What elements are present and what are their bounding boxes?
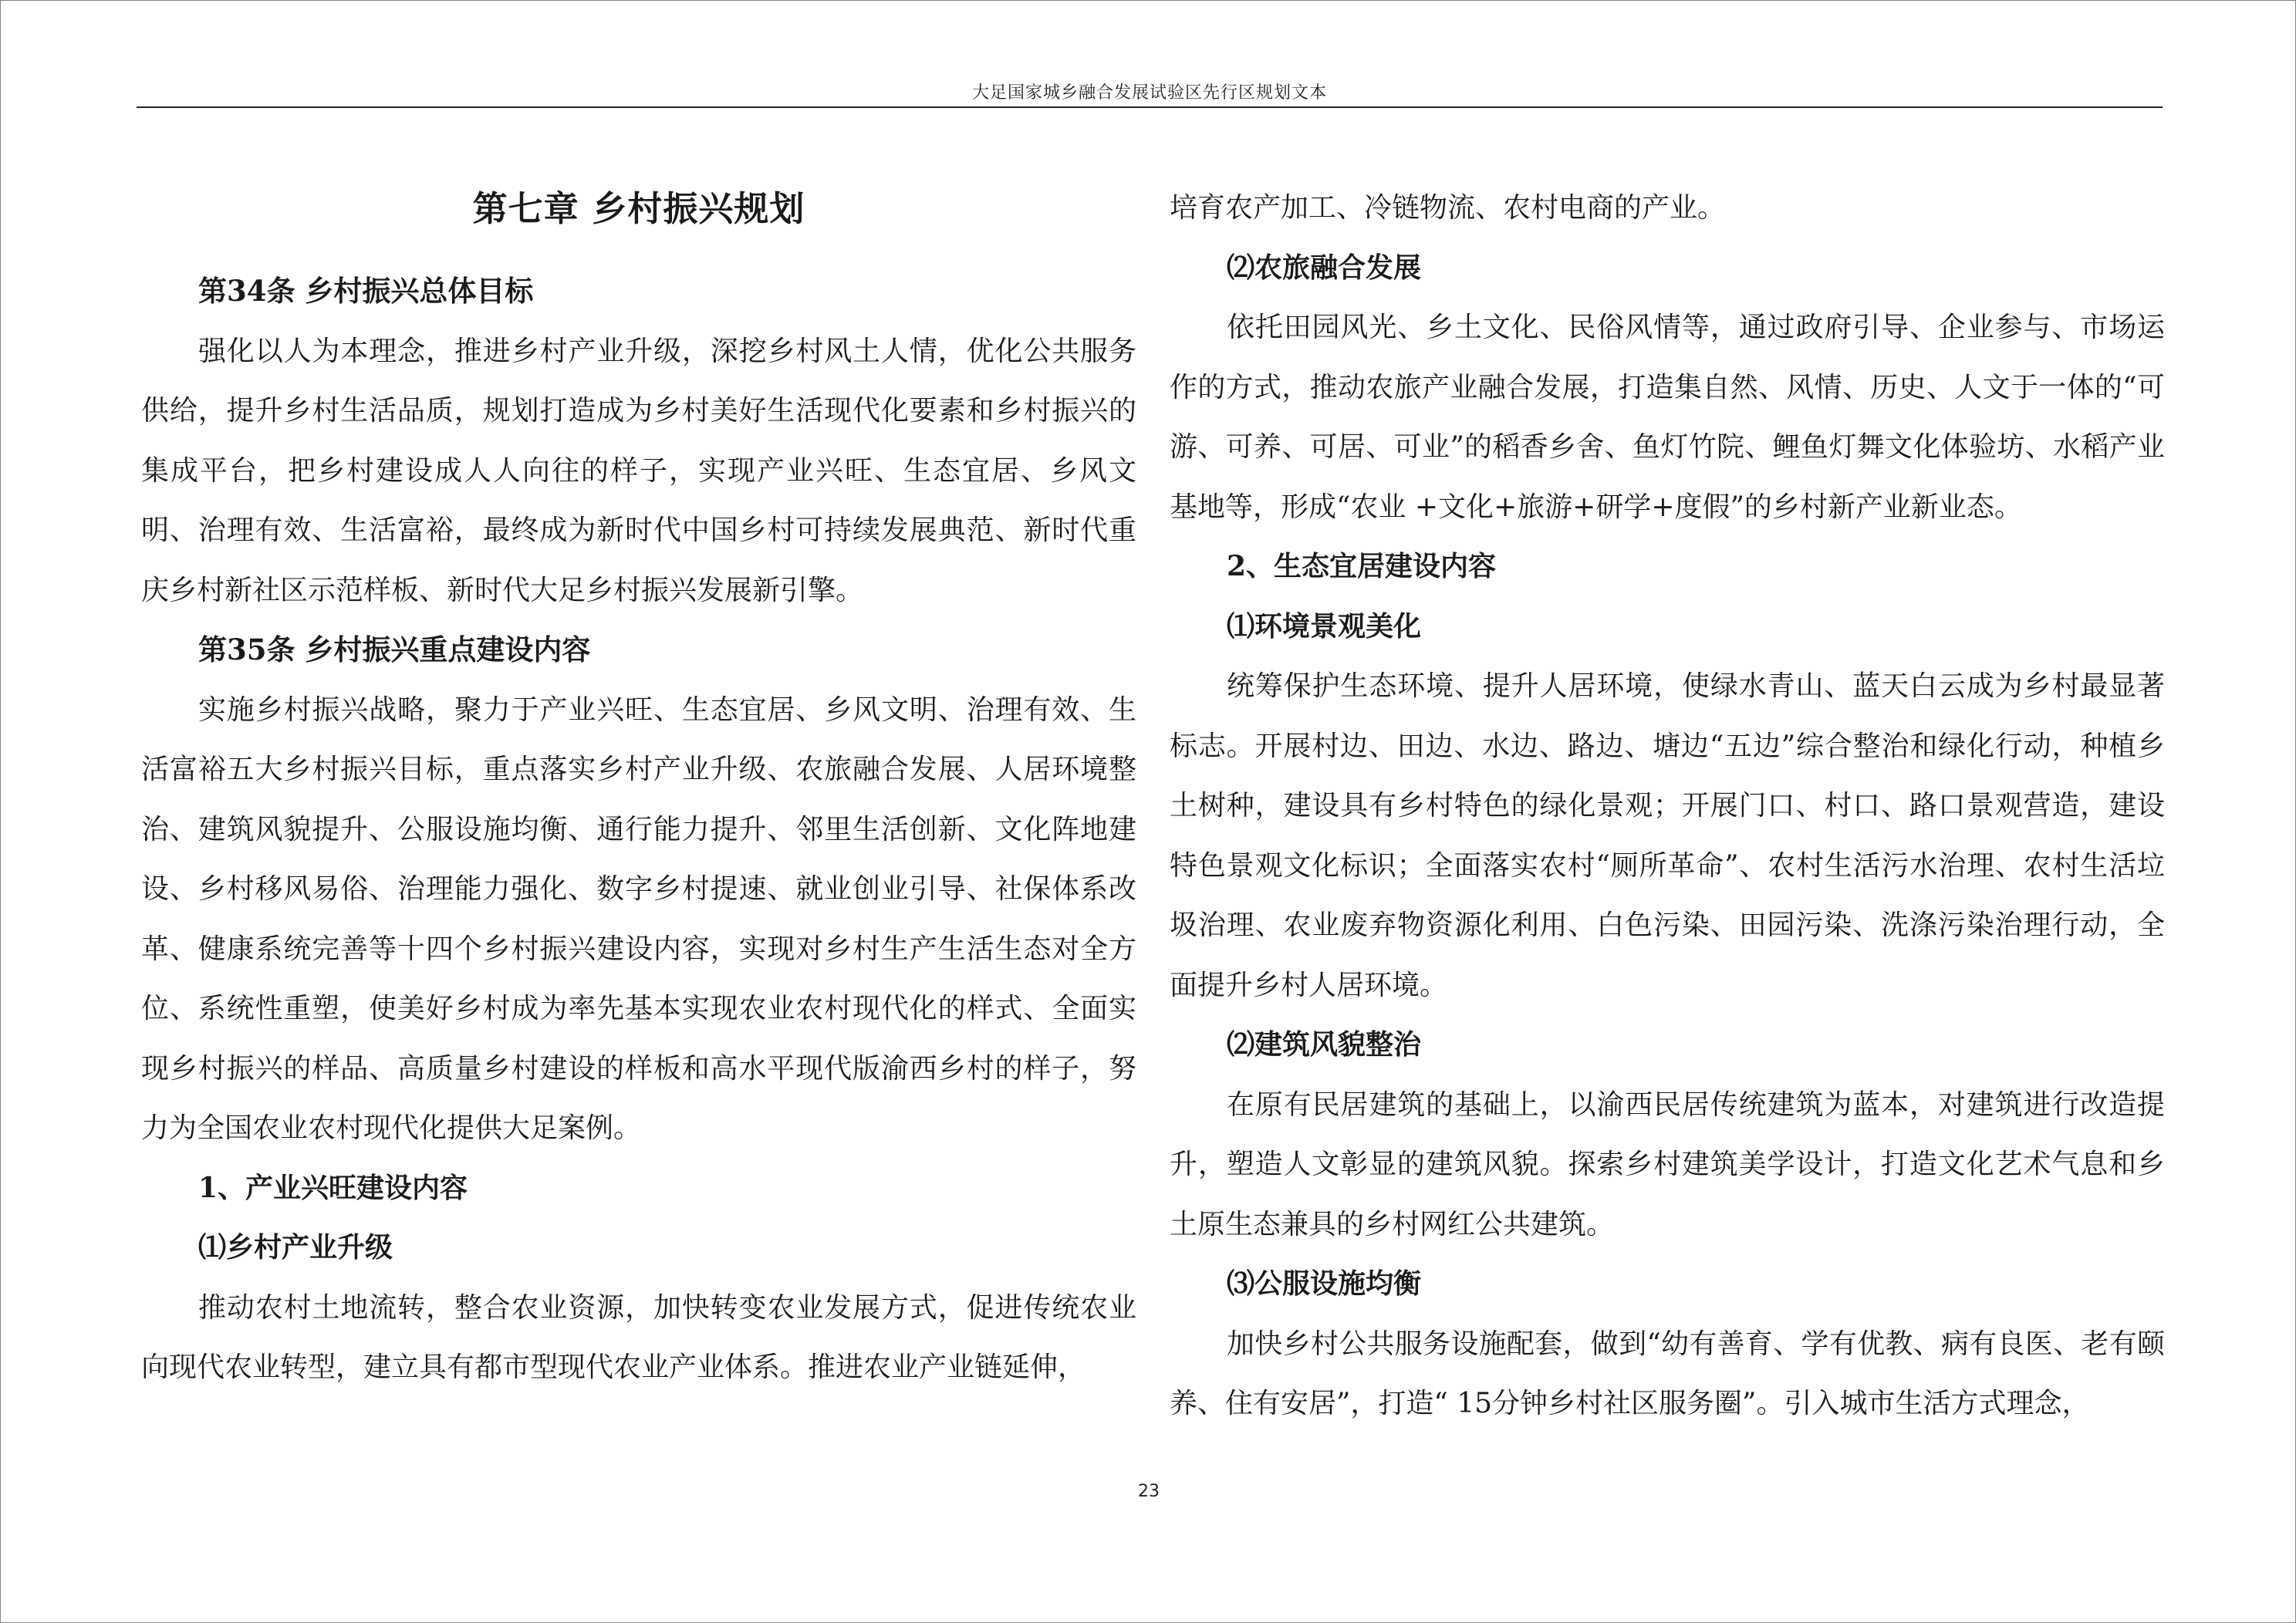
header-divider xyxy=(137,106,2163,108)
subsection-agritourism-paragraph: 依托田园风光、乡土文化、民俗风情等，通过政府引导、企业参与、市场运作的方式，推动农旅产业融合发展，打造集自然、风情、历史、人文于一体的“可游、可养、可居、可业”的稻香乡舍、鱼灯竹院、鲤鱼灯舞文化体验坊、水稻产业基地等，形成“农业 +文化+旅游+研学+度假”的乡村新产业新业态。 xyxy=(1170,312,2165,523)
running-header: 大足国家城乡融合发展试验区先行区规划文本 xyxy=(971,83,1327,103)
subsection-architecture-paragraph: 在原有民居建筑的基础上，以渝西民居传统建筑为蓝本，对建筑进行改造提升，塑造人文彰显的建筑风貌。探索乡村建筑美学设计，打造文化艺术气息和乡土原生态兼具的乡村网红公共建筑。 xyxy=(1170,1088,2165,1240)
article-34-paragraph: 强化以人为本理念，推进乡村产业升级，深挖乡村风土人情，优化公共服务供给，提升乡村生活品质，规划打造成为乡村美好生活现代化要素和乡村振兴的集成平台，把乡村建设成人人向往的样子，实现产业兴旺、生态宜居、乡风文明、治理有效、生活富裕，最终成为新时代中国乡村可持续发展典范、新时代重庆乡村新社区示范样板、新时代大足乡村振兴发展新引擎。 xyxy=(141,335,1136,606)
article-35-title: 第35条 乡村振兴重点建设内容 xyxy=(198,633,591,666)
subsection-public-services-paragraph: 加快乡村公共服务设施配套，做到“幼有善育、学有优教、病有良医、老有颐养、住有安居”，打造“ 15分钟乡村社区服务圈”。引入城市生活方式理念， xyxy=(1170,1328,2165,1419)
article-34-title: 第34条 乡村振兴总体目标 xyxy=(198,274,534,308)
subsection-landscape-title: ⑴环境景观美化 xyxy=(1227,609,1422,643)
article-35-paragraph: 实施乡村振兴战略，聚力于产业兴旺、生态宜居、乡风文明、治理有效、生活富裕五大乡村振兴目标，重点落实乡村产业升级、农旅融合发展、人居环境整治、建筑风貌提升、公服设施均衡、通行能力提升、邻里生活创新、文化阵地建设、乡村移风易俗、治理能力强化、数字乡村提速、就业创业引导、社保体系改革、健康系统完善等十四个乡村振兴建设内容，实现对乡村生产生活生态对全方位、系统性重塑，使美好乡村成为率先基本实现农业农村现代化的样式、全面实现乡村振兴的样品、高质量乡村建设的样板和高水平现代版渝西乡村的样子，努力为全国农业农村现代化提供大足案例。 xyxy=(141,693,1136,1144)
subsection-landscape-paragraph: 统筹保护生态环境、提升人居环境，使绿水青山、蓝天白云成为乡村最显著标志。开展村边、田边、水边、路边、塘边“五边”综合整治和绿化行动，种植乡土树种，建设具有乡村特色的绿化景观；开展门口、村口、路口景观营造，建设特色景观文化标识；全面落实农村“厕所革命”、农村生活污水治理、农村生活垃圾治理、农业废弃物资源化利用、白色污染、田园污染、洗涤污染治理行动，全面提升乡村人居环境。 xyxy=(1170,670,2165,1001)
subsection-rural-industry-paragraph: 推动农村土地流转，整合农业资源，加快转变农业发展方式，促进传统农业向现代农业转型，建立具有都市型现代农业产业体系。推进农业产业链延伸， xyxy=(141,1291,1136,1383)
subsection-agritourism-title: ⑵农旅融合发展 xyxy=(1227,251,1422,284)
subsection-rural-industry-title: ⑴乡村产业升级 xyxy=(198,1231,393,1264)
section-2-title: 2、生态宜居建设内容 xyxy=(1227,550,1497,582)
section-1-title: 1、产业兴旺建设内容 xyxy=(198,1171,468,1204)
chapter-title: 第七章 乡村振兴规划 xyxy=(472,188,805,229)
subsection-public-services-title: ⑶公服设施均衡 xyxy=(1227,1267,1422,1300)
right-column xyxy=(1170,178,2165,1434)
left-column xyxy=(141,178,1136,1398)
continued-paragraph: 培育农产加工、冷链物流、农村电商的产业。 xyxy=(1170,192,1726,224)
subsection-architecture-title: ⑵建筑风貌整治 xyxy=(1227,1028,1422,1061)
page-number: 23 xyxy=(1138,1482,1160,1501)
